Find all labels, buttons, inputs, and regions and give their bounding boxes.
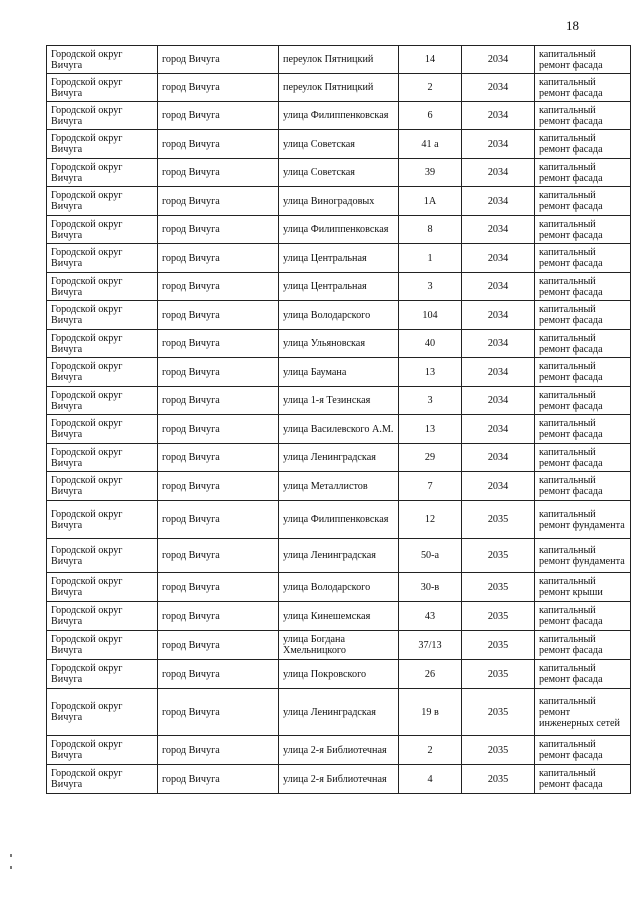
city-cell: город Вичуга: [158, 358, 279, 387]
city-cell: город Вичуга: [158, 159, 279, 187]
city-cell: город Вичуга: [158, 689, 279, 736]
street-cell: улица Покровского: [279, 660, 399, 689]
house-number-cell: 37/13: [399, 631, 462, 660]
district-cell: Городской округ Вичуга: [47, 444, 158, 472]
street-cell: улица 2-я Библиотечная: [279, 765, 399, 794]
year-cell: 2035: [462, 736, 535, 765]
table-row: [47, 301, 631, 330]
work-type-cell: капитальный ремонт фасада: [535, 358, 631, 387]
house-number-cell: 14: [399, 46, 462, 74]
work-type-cell: капитальный ремонт фасада: [535, 301, 631, 330]
street-cell: улица Металлистов: [279, 472, 399, 501]
year-cell: 2034: [462, 301, 535, 330]
table-row: [47, 602, 631, 631]
work-type-cell: капитальный ремонт фундамента: [535, 539, 631, 573]
year-cell: 2034: [462, 130, 535, 159]
work-type-cell: капитальный ремонт фасада: [535, 244, 631, 273]
street-cell: улица Центральная: [279, 244, 399, 273]
district-cell: Городской округ Вичуга: [47, 765, 158, 794]
city-cell: город Вичуга: [158, 501, 279, 539]
table-row: [47, 244, 631, 273]
city-cell: город Вичуга: [158, 102, 279, 130]
city-cell: город Вичуга: [158, 539, 279, 573]
street-cell: улица Советская: [279, 159, 399, 187]
house-number-cell: 13: [399, 415, 462, 444]
district-cell: Городской округ Вичуга: [47, 415, 158, 444]
work-type-cell: капитальный ремонт инженерных сетей: [535, 689, 631, 736]
district-cell: Городской округ Вичуга: [47, 602, 158, 631]
district-cell: Городской округ Вичуга: [47, 539, 158, 573]
city-cell: город Вичуга: [158, 472, 279, 501]
street-cell: улица Филиппенковская: [279, 501, 399, 539]
street-cell: улица Кинешемская: [279, 602, 399, 631]
year-cell: 2035: [462, 573, 535, 602]
table-row: [47, 130, 631, 159]
district-cell: Городской округ Вичуга: [47, 358, 158, 387]
table-row: [47, 501, 631, 539]
district-cell: Городской округ Вичуга: [47, 159, 158, 187]
district-cell: Городской округ Вичуга: [47, 689, 158, 736]
house-number-cell: 29: [399, 444, 462, 472]
district-cell: Городской округ Вичуга: [47, 387, 158, 415]
district-cell: Городской округ Вичуга: [47, 501, 158, 539]
year-cell: 2034: [462, 330, 535, 358]
city-cell: город Вичуга: [158, 415, 279, 444]
table-row: [47, 216, 631, 244]
table-row: [47, 358, 631, 387]
work-type-cell: капитальный ремонт фасада: [535, 102, 631, 130]
year-cell: 2035: [462, 765, 535, 794]
house-number-cell: 1: [399, 244, 462, 273]
work-type-cell: капитальный ремонт фасада: [535, 74, 631, 102]
year-cell: 2035: [462, 660, 535, 689]
district-cell: Городской округ Вичуга: [47, 573, 158, 602]
city-cell: город Вичуга: [158, 765, 279, 794]
city-cell: город Вичуга: [158, 573, 279, 602]
city-cell: город Вичуга: [158, 330, 279, 358]
street-cell: улица Василевского А.М.: [279, 415, 399, 444]
table-row: [47, 689, 631, 736]
table-row: [47, 187, 631, 216]
year-cell: 2035: [462, 689, 535, 736]
table-row: [47, 472, 631, 501]
city-cell: город Вичуга: [158, 273, 279, 301]
work-type-cell: капитальный ремонт фасада: [535, 736, 631, 765]
work-type-cell: капитальный ремонт фасада: [535, 472, 631, 501]
city-cell: город Вичуга: [158, 387, 279, 415]
street-cell: улица Ленинградская: [279, 539, 399, 573]
street-cell: переулок Пятницкий: [279, 74, 399, 102]
house-number-cell: 3: [399, 387, 462, 415]
house-number-cell: 50-а: [399, 539, 462, 573]
house-number-cell: 26: [399, 660, 462, 689]
year-cell: 2035: [462, 631, 535, 660]
work-type-cell: капитальный ремонт фасада: [535, 273, 631, 301]
table-row: [47, 159, 631, 187]
district-cell: Городской округ Вичуга: [47, 273, 158, 301]
street-cell: переулок Пятницкий: [279, 46, 399, 74]
city-cell: город Вичуга: [158, 244, 279, 273]
work-type-cell: капитальный ремонт крыши: [535, 573, 631, 602]
table-row: [47, 74, 631, 102]
district-cell: Городской округ Вичуга: [47, 130, 158, 159]
district-cell: Городской округ Вичуга: [47, 736, 158, 765]
work-type-cell: капитальный ремонт фасада: [535, 415, 631, 444]
city-cell: город Вичуга: [158, 444, 279, 472]
year-cell: 2034: [462, 46, 535, 74]
street-cell: улица Ленинградская: [279, 444, 399, 472]
table-row: [47, 660, 631, 689]
street-cell: улица Володарского: [279, 573, 399, 602]
table-row: [47, 273, 631, 301]
house-number-cell: 13: [399, 358, 462, 387]
year-cell: 2034: [462, 102, 535, 130]
district-cell: Городской округ Вичуга: [47, 301, 158, 330]
year-cell: 2034: [462, 358, 535, 387]
scan-artifact: [10, 866, 12, 869]
work-type-cell: капитальный ремонт фасада: [535, 444, 631, 472]
table-body: [47, 46, 631, 794]
district-cell: Городской округ Вичуга: [47, 216, 158, 244]
repair-schedule-table: [46, 45, 631, 794]
work-type-cell: капитальный ремонт фундамента: [535, 501, 631, 539]
street-cell: улица Советская: [279, 130, 399, 159]
district-cell: Городской округ Вичуга: [47, 46, 158, 74]
street-cell: улица Филиппенковская: [279, 102, 399, 130]
city-cell: город Вичуга: [158, 602, 279, 631]
house-number-cell: 104: [399, 301, 462, 330]
year-cell: 2034: [462, 216, 535, 244]
table-row: [47, 387, 631, 415]
table-row: [47, 46, 631, 74]
year-cell: 2034: [462, 187, 535, 216]
house-number-cell: 8: [399, 216, 462, 244]
year-cell: 2034: [462, 472, 535, 501]
work-type-cell: капитальный ремонт фасада: [535, 187, 631, 216]
city-cell: город Вичуга: [158, 130, 279, 159]
district-cell: Городской округ Вичуга: [47, 244, 158, 273]
year-cell: 2034: [462, 415, 535, 444]
district-cell: Городской округ Вичуга: [47, 660, 158, 689]
city-cell: город Вичуга: [158, 736, 279, 765]
street-cell: улица Филиппенковская: [279, 216, 399, 244]
city-cell: город Вичуга: [158, 301, 279, 330]
year-cell: 2034: [462, 273, 535, 301]
work-type-cell: капитальный ремонт фасада: [535, 130, 631, 159]
district-cell: Городской округ Вичуга: [47, 472, 158, 501]
district-cell: Городской округ Вичуга: [47, 330, 158, 358]
work-type-cell: капитальный ремонт фасада: [535, 46, 631, 74]
city-cell: город Вичуга: [158, 74, 279, 102]
table-row: [47, 444, 631, 472]
work-type-cell: капитальный ремонт фасада: [535, 159, 631, 187]
district-cell: Городской округ Вичуга: [47, 631, 158, 660]
table-row: [47, 736, 631, 765]
year-cell: 2034: [462, 74, 535, 102]
table-row: [47, 330, 631, 358]
table-row: [47, 102, 631, 130]
year-cell: 2034: [462, 159, 535, 187]
year-cell: 2035: [462, 602, 535, 631]
street-cell: улица Богдана Хмельницкого: [279, 631, 399, 660]
year-cell: 2035: [462, 539, 535, 573]
house-number-cell: 2: [399, 74, 462, 102]
house-number-cell: 19 в: [399, 689, 462, 736]
street-cell: улица Володарского: [279, 301, 399, 330]
city-cell: город Вичуга: [158, 660, 279, 689]
year-cell: 2034: [462, 244, 535, 273]
table-row: [47, 415, 631, 444]
street-cell: улица Центральная: [279, 273, 399, 301]
street-cell: улица Виноградовых: [279, 187, 399, 216]
district-cell: Городской округ Вичуга: [47, 187, 158, 216]
street-cell: улица 1-я Тезинская: [279, 387, 399, 415]
work-type-cell: капитальный ремонт фасада: [535, 765, 631, 794]
district-cell: Городской округ Вичуга: [47, 102, 158, 130]
house-number-cell: 30-в: [399, 573, 462, 602]
year-cell: 2034: [462, 444, 535, 472]
work-type-cell: капитальный ремонт фасада: [535, 602, 631, 631]
house-number-cell: 4: [399, 765, 462, 794]
year-cell: 2034: [462, 387, 535, 415]
street-cell: улица Ленинградская: [279, 689, 399, 736]
house-number-cell: 39: [399, 159, 462, 187]
district-cell: Городской округ Вичуга: [47, 74, 158, 102]
table-row: [47, 631, 631, 660]
scan-artifact: [10, 854, 12, 857]
city-cell: город Вичуга: [158, 216, 279, 244]
table-row: [47, 573, 631, 602]
house-number-cell: 7: [399, 472, 462, 501]
work-type-cell: капитальный ремонт фасада: [535, 330, 631, 358]
house-number-cell: 3: [399, 273, 462, 301]
page-number: 18: [566, 18, 579, 33]
table-row: [47, 765, 631, 794]
house-number-cell: 40: [399, 330, 462, 358]
house-number-cell: 43: [399, 602, 462, 631]
house-number-cell: 2: [399, 736, 462, 765]
work-type-cell: капитальный ремонт фасада: [535, 216, 631, 244]
table-row: [47, 539, 631, 573]
work-type-cell: капитальный ремонт фасада: [535, 660, 631, 689]
year-cell: 2035: [462, 501, 535, 539]
street-cell: улица 2-я Библиотечная: [279, 736, 399, 765]
street-cell: улица Баумана: [279, 358, 399, 387]
house-number-cell: 12: [399, 501, 462, 539]
street-cell: улица Ульяновская: [279, 330, 399, 358]
city-cell: город Вичуга: [158, 46, 279, 74]
house-number-cell: 41 а: [399, 130, 462, 159]
work-type-cell: капитальный ремонт фасада: [535, 387, 631, 415]
house-number-cell: 1А: [399, 187, 462, 216]
city-cell: город Вичуга: [158, 631, 279, 660]
city-cell: город Вичуга: [158, 187, 279, 216]
work-type-cell: капитальный ремонт фасада: [535, 631, 631, 660]
house-number-cell: 6: [399, 102, 462, 130]
